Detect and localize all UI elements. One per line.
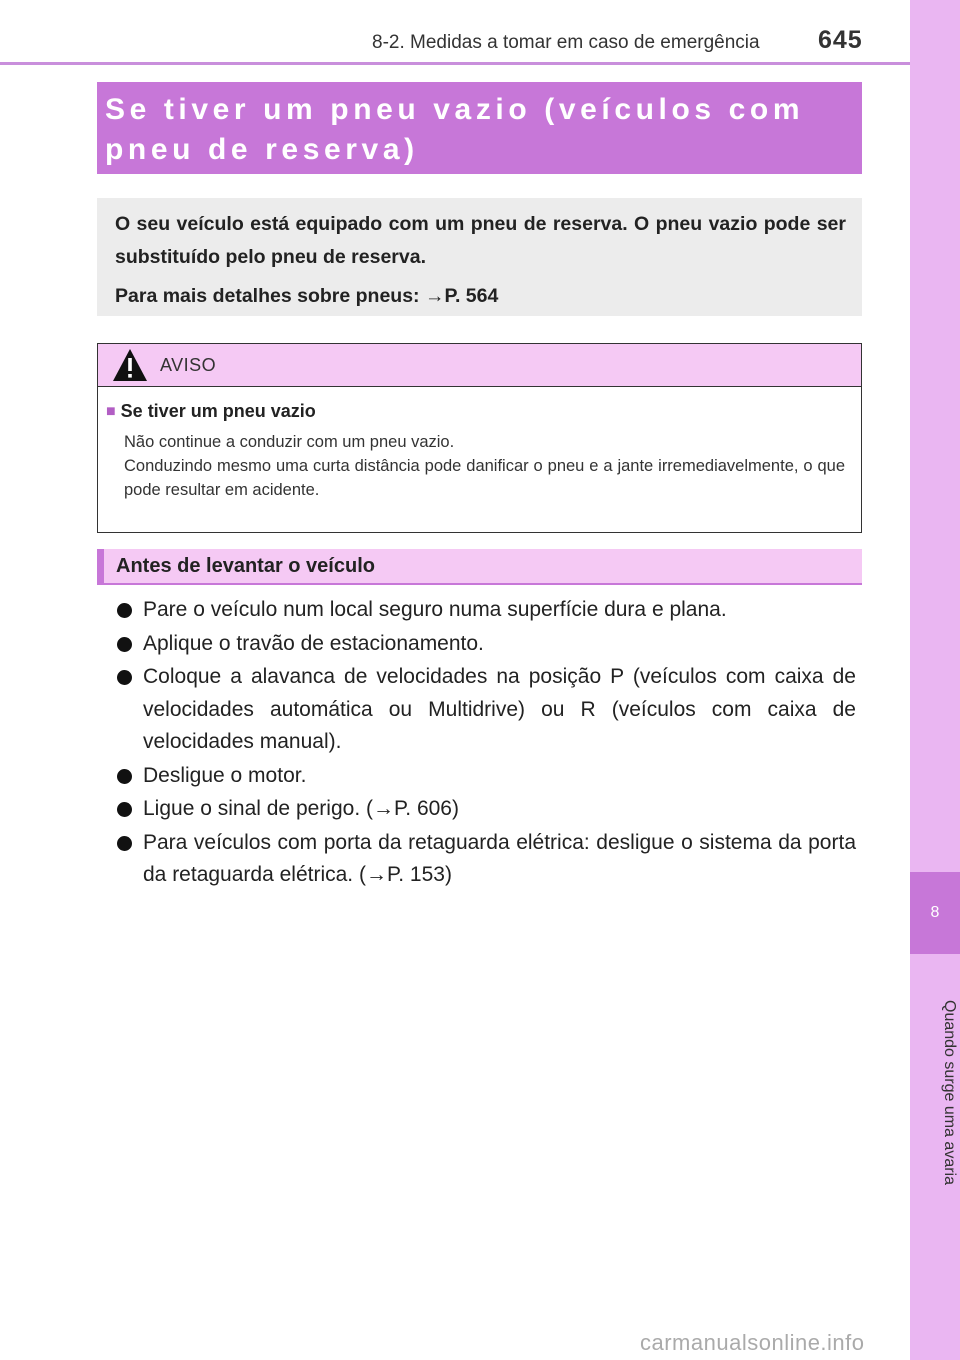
list-item (97, 827, 862, 892)
warning-body (98, 387, 861, 502)
page-number: 645 (818, 26, 863, 54)
bullet-dot-icon (117, 769, 132, 784)
intro-reference (115, 280, 846, 313)
arrow-icon: → (424, 285, 445, 307)
list-item-text: Pare o veículo num local seguro numa superfície dura e plana. (143, 598, 727, 621)
list-item-text: Ligue o sinal de perigo. (→P. 606) (143, 797, 459, 820)
warning-line: Conduzindo mesmo uma curta distância pode danificar o pneu e a jante irremediavelmente, o que pode resultar em acidente. (124, 457, 845, 499)
list-item-text: Coloque a alavanca de velocidades na posição P (veículos com caixa de velocidades automática ou Multidrive) ou R (veículos com caixa de velocidades manual). (143, 665, 856, 753)
subsection-header (97, 549, 862, 585)
warning-header (98, 344, 861, 387)
main-title-banner (97, 82, 862, 174)
reference-prefix: Para mais detalhes sobre pneus: (115, 285, 425, 307)
bullet-dot-icon (117, 802, 132, 817)
warning-label: AVISO (160, 354, 217, 375)
intro-box (97, 198, 862, 316)
intro-text: O seu veículo está equipado com um pneu de reserva. O pneu vazio pode ser substituído pelo pneu de reserva. (115, 213, 846, 268)
chapter-title: Quando surge uma avaria (941, 999, 958, 1185)
watermark: carmanualsonline.info (640, 1330, 865, 1355)
warning-triangle-icon (112, 348, 148, 382)
warning-heading-text: Se tiver um pneu vazio (120, 401, 316, 421)
square-bullet-icon: ■ (106, 402, 116, 420)
bullet-dot-icon (117, 836, 132, 851)
section-title: 8-2. Medidas a tomar em caso de emergência (372, 32, 760, 53)
list-item-text: Para veículos com porta da retaguarda elétrica: desligue o sistema da porta da retaguarda elétrica. (→P. 153) (143, 830, 856, 886)
list-item (97, 760, 862, 793)
warning-line: Não continue a conduzir com um pneu vazio. (124, 433, 455, 451)
list-item-text: Desligue o motor. (143, 763, 307, 787)
list-item (97, 628, 862, 661)
subsection-title: Antes de levantar o veículo (116, 554, 375, 577)
list-item (97, 793, 862, 826)
warning-box (97, 343, 862, 533)
list-item (97, 661, 862, 759)
header-rule (0, 62, 910, 65)
reference-page-link[interactable]: P. 564 (444, 285, 499, 307)
chapter-number: 8 (930, 904, 940, 921)
list-item (97, 594, 862, 627)
warning-heading (106, 401, 845, 422)
bullet-dot-icon (117, 670, 132, 685)
warning-text (124, 430, 845, 502)
bullet-dot-icon (117, 603, 132, 618)
list-item-text: Aplique o travão de estacionamento. (143, 631, 484, 655)
main-title: Se tiver um pneu vazio (veículos com pneu de reserva) (105, 93, 805, 166)
chapter-number-tab[interactable] (910, 872, 960, 954)
bullet-dot-icon (117, 637, 132, 652)
bullet-list (97, 594, 862, 893)
